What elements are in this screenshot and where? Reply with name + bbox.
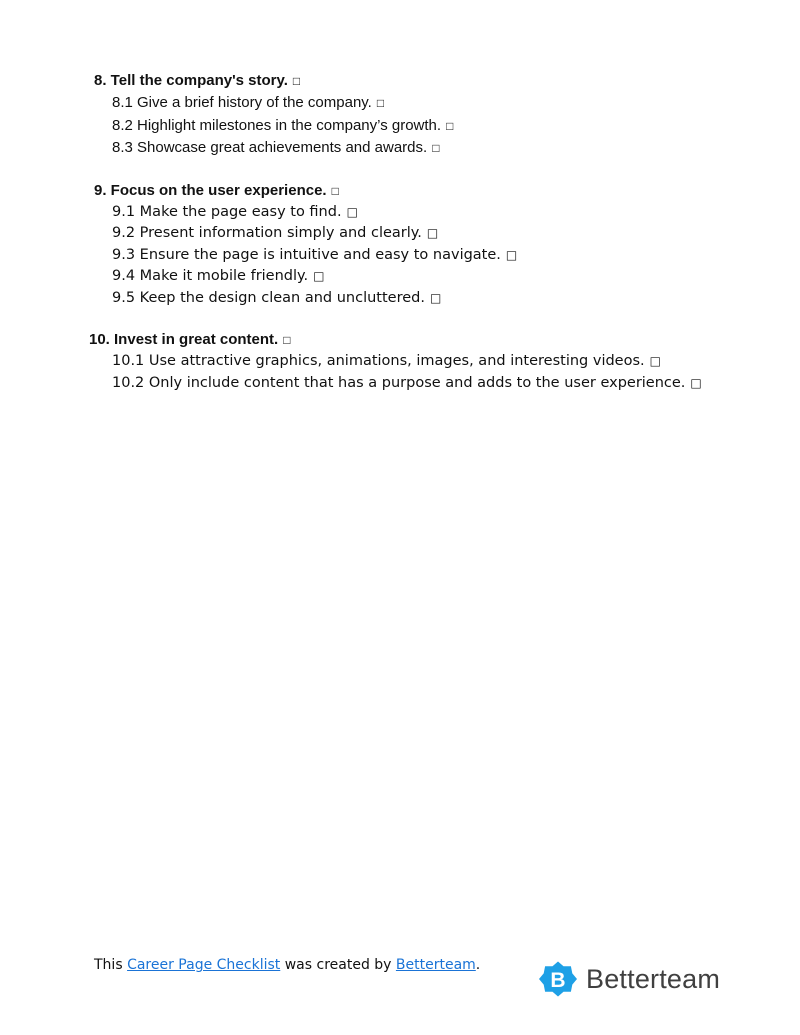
checkbox[interactable]: □ [292, 74, 301, 88]
section-heading [0, 70, 800, 92]
checklist-item [0, 288, 800, 310]
logo-wordmark: Betterteam [586, 963, 721, 994]
checkbox[interactable]: □ [505, 247, 518, 262]
footer-prefix: This [94, 957, 128, 973]
section-heading-text: 8. Tell the company's story. [94, 72, 288, 89]
checkbox[interactable]: □ [376, 96, 385, 110]
betterteam-badge-icon [538, 959, 578, 999]
checklist-item-text: 8.1 Give a brief history of the company. [112, 94, 372, 111]
career-page-checklist-link[interactable]: Career Page Checklist [127, 957, 281, 973]
checklist-item-text: 9.1 Make the page easy to find. [112, 203, 342, 220]
checklist-item [0, 266, 800, 288]
badge-letter: B [550, 969, 566, 992]
checkbox[interactable]: □ [429, 290, 442, 305]
checkbox[interactable]: □ [313, 269, 325, 283]
checklist-item-text: 9.2 Present information simply and clearly. [112, 225, 422, 241]
checkbox[interactable]: □ [446, 118, 454, 133]
section-8 [0, 70, 800, 160]
section-heading [0, 180, 800, 202]
checklist-item [0, 92, 800, 115]
checkbox[interactable]: □ [283, 333, 291, 347]
checkbox[interactable]: □ [649, 354, 661, 368]
checklist [0, 70, 800, 414]
checklist-item [0, 373, 800, 395]
checkbox[interactable]: □ [426, 226, 439, 240]
checklist-item-text: 10.2 Only include content that has a purpose and adds to the user experience. [112, 374, 686, 391]
section-9 [0, 180, 800, 310]
footer-suffix: . [475, 957, 481, 973]
checklist-item [0, 245, 800, 267]
checkbox[interactable]: □ [346, 204, 358, 219]
checklist-item [0, 115, 800, 138]
checkbox[interactable]: □ [690, 375, 702, 390]
checklist-item-text: 9.4 Make it mobile friendly. [112, 268, 309, 284]
section-heading-text: 9. Focus on the user experience. [94, 181, 327, 199]
betterteam-link[interactable]: Betterteam [395, 957, 476, 973]
betterteam-logo [538, 958, 720, 1000]
checklist-item-text: 9.5 Keep the design clean and uncluttered. [112, 289, 425, 306]
checklist-item-text: 8.3 Showcase great achievements and awards. [112, 139, 428, 156]
checklist-item [0, 202, 800, 224]
checklist-item-text: 9.3 Ensure the page is intuitive and easy to navigate. [112, 246, 501, 263]
checklist-item [0, 351, 800, 373]
checklist-item [0, 137, 800, 160]
footer-credit [94, 955, 480, 975]
section-heading [0, 329, 800, 351]
section-heading-text: 10. Invest in great content. [89, 331, 279, 348]
checklist-item-text: 8.2 Highlight milestones in the company’s growth. [112, 116, 442, 134]
checklist-item [0, 223, 800, 245]
checkbox[interactable]: □ [331, 183, 339, 198]
checkbox[interactable]: □ [432, 141, 440, 155]
section-10 [0, 329, 800, 394]
checklist-item-text: 10.1 Use attractive graphics, animations, images, and interesting videos. [112, 353, 645, 369]
footer-middle: was created by [280, 957, 396, 973]
